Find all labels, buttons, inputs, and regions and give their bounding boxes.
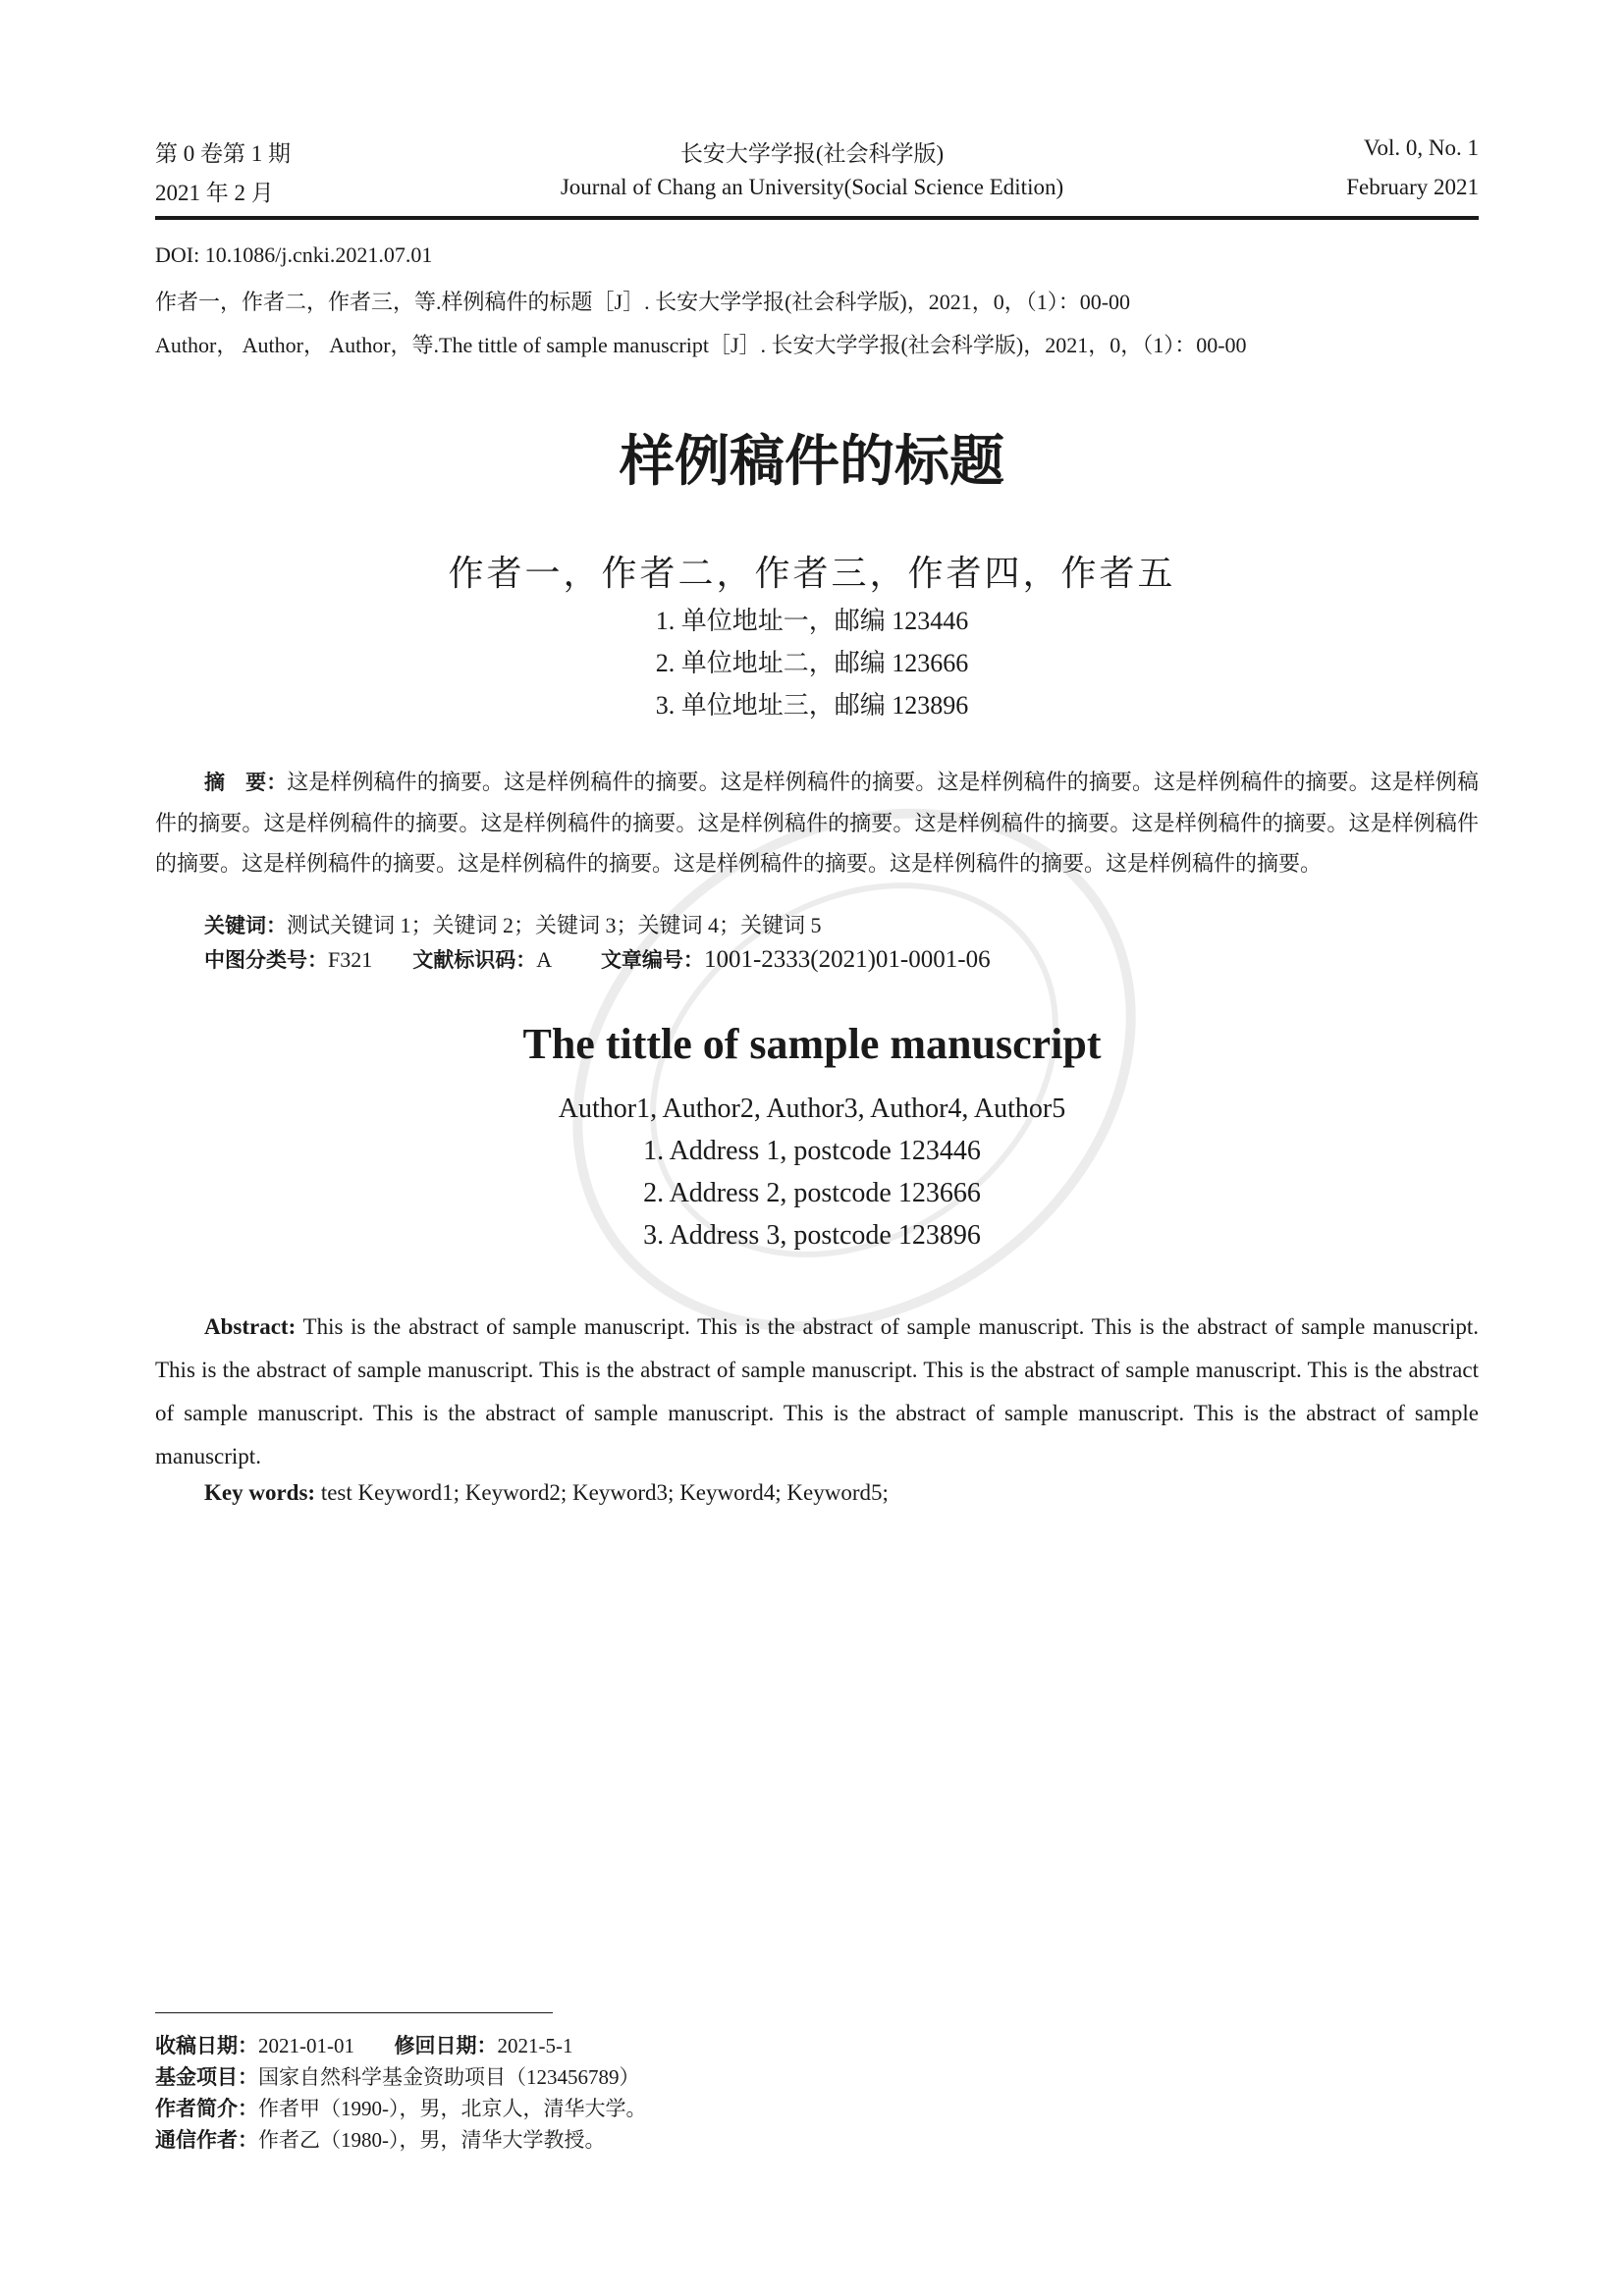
abstract-cn-label: 摘 要： [204,771,288,794]
affiliation-cn-2: 2. 单位地址二，邮编 123666 [655,649,969,677]
keywords-en-text: test Keyword1; Keyword2; Keyword3; Keyword4; Keyword5; [315,1480,889,1505]
footnote-bio [155,2093,647,2122]
footnote-corresponding [155,2124,606,2154]
bio-label: 作者简介： [155,2097,258,2120]
clc-value: F321 [328,947,373,972]
affiliation-cn-1: 1. 单位地址一，邮编 123446 [655,607,969,635]
abstract-en-text: This is the abstract of sample manuscript. This is the abstract of sample manuscript. This is the abstract of sample manuscript. This is the abstract of sample manuscript. This is the abstract of sample manuscript. This is the abstract of sample manuscript. This is the abstract of sample manuscript. This is the abstract of sample manuscript. This is the abstract of sample manuscript. This is the abstract of sample manuscript. [155,1314,1479,1468]
classification-line [204,944,991,974]
clc-label: 中图分类号： [204,948,328,972]
abstract-en-label: Abstract: [204,1314,297,1339]
doc-code-label: 文献标识码： [412,948,537,972]
paper-title-cn: 样例稿件的标题 [620,430,1004,494]
header-journal-en: Journal of Chang an University(Social Science Edition) [560,175,1064,199]
bio-value: 作者甲（1990-），男，北京人，清华大学。 [258,2097,647,2120]
keywords-cn-text: 测试关键词 1；关键词 2；关键词 3；关键词 4；关键词 5 [287,913,822,937]
authors-en: Author1, Author2, Author3, Author4, Author5 [558,1094,1066,1124]
authors-cn: 作者一，作者二，作者三，作者四，作者五 [448,554,1176,593]
header-rule [155,216,1479,220]
fund-label: 基金项目： [155,2065,258,2089]
received-label: 收稿日期： [155,2034,258,2057]
corr-label: 通信作者： [155,2128,258,2152]
keywords-cn [204,909,822,939]
revised-label: 修回日期： [394,2034,498,2057]
doi-line: DOI: 10.1086/j.cnki.2021.07.01 [155,242,433,267]
fund-value: 国家自然科学基金资助项目（123456789） [258,2065,640,2089]
citation-cn: 作者一，作者二，作者三，等.样例稿件的标题［J］. 长安大学学报(社会科学版)，2021，0，（1）：00-00 [155,290,1131,314]
affiliation-en-3: 3. Address 3, postcode 123896 [643,1220,981,1251]
received-value: 2021-01-01 [258,2034,354,2057]
keywords-en-label: Key words: [204,1480,316,1505]
header-date-en: February 2021 [1346,175,1479,199]
header-journal-cn: 长安大学学报(社会科学版) [679,141,945,166]
abstract-en [155,1306,1479,1478]
affiliation-en-1: 1. Address 1, postcode 123446 [643,1136,981,1166]
footnote-fund [155,2061,640,2091]
revised-value: 2021-5-1 [497,2034,573,2057]
footnote-rule [155,2012,553,2013]
paper-title-en: The tittle of sample manuscript [522,1020,1102,1068]
abstract-cn [155,762,1479,883]
header-issue-en: Vol. 0, No. 1 [1363,135,1479,160]
keywords-en [204,1480,889,1506]
keywords-cn-label: 关键词： [204,914,287,937]
affiliation-en-2: 2. Address 2, postcode 123666 [643,1178,981,1208]
header-date-cn: 2021 年 2 月 [155,181,274,205]
header-issue-cn: 第 0 卷第 1 期 [155,141,291,166]
affiliation-cn-3: 3. 单位地址三，邮编 123896 [655,691,969,720]
footnote-dates [155,2030,573,2059]
abstract-cn-text: 这是样例稿件的摘要。这是样例稿件的摘要。这是样例稿件的摘要。这是样例稿件的摘要。这是样例稿件的摘要。这是样例稿件的摘要。这是样例稿件的摘要。这是样例稿件的摘要。这是样例稿件的摘要。这是样例稿件的摘要。这是样例稿件的摘要。这是样例稿件的摘要。这是样例稿件的摘要。这是样例稿件的摘要。这是样例稿件的摘要。这是样例稿件的摘要。这是样例稿件的摘要。 [155,770,1479,876]
article-no-label: 文章编号： [600,948,704,972]
article-no-value: 1001-2333(2021)01-0001-06 [703,946,991,973]
doc-code-value: A [536,947,551,972]
citation-en: Author， Author， Author，等.The tittle of sample manuscript［J］. 长安大学学报(社会科学版)，2021，0，（1）：00-00 [155,333,1247,357]
corr-value: 作者乙（1980-），男，清华大学教授。 [258,2128,606,2152]
